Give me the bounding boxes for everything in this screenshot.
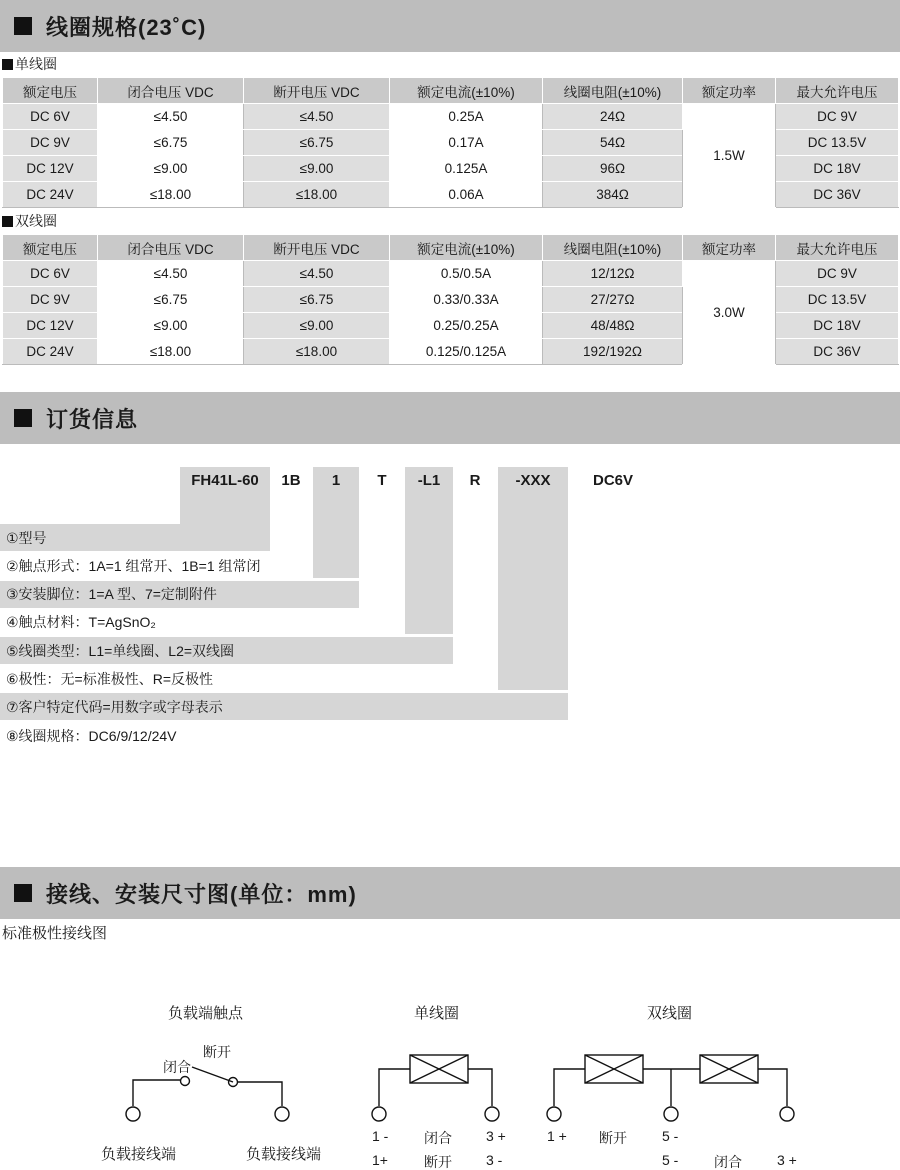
header-cell: 额定电压 <box>3 235 98 261</box>
option-item: ⑦客户特定代码=用数字或字母表示 <box>6 699 223 715</box>
cell: ≤9.00 <box>98 313 244 339</box>
power-cell: 1.5W <box>683 104 776 208</box>
cell: 0.25/0.25A <box>390 313 543 339</box>
header-cell: 额定电流(±10%) <box>390 235 543 261</box>
code-contact-form: 1B <box>281 472 301 489</box>
square-bullet-icon <box>2 59 13 70</box>
option-item: ③安装脚位：1=A 型、7=定制附件 <box>6 586 217 602</box>
cell: DC 9V <box>3 130 98 156</box>
cell: 0.5/0.5A <box>390 261 543 287</box>
single-coil-table <box>2 77 899 208</box>
wiring-subtitle: 标准极性接线图 <box>2 925 108 942</box>
pin-label: 3 + <box>486 1128 506 1144</box>
cell: DC 13.5V <box>776 287 899 313</box>
double-coil-terminal-5 <box>664 1107 678 1121</box>
section-header-coil-spec <box>0 0 900 52</box>
cell: ≤18.00 <box>98 182 244 208</box>
section-title: 接线、安装尺寸图(单位：mm) <box>46 881 357 907</box>
cell: DC 13.5V <box>776 130 899 156</box>
cell: 192/192Ω <box>543 339 683 365</box>
code-stripe <box>498 467 568 690</box>
cell: DC 18V <box>776 313 899 339</box>
code-customer: -XXX <box>515 472 551 489</box>
header-cell: 闭合电压 VDC <box>98 78 244 104</box>
section-header-wiring <box>0 867 900 919</box>
table-header-row <box>3 235 899 261</box>
cell: 12/12Ω <box>543 261 683 287</box>
cell: ≤4.50 <box>98 104 244 130</box>
cell: 48/48Ω <box>543 313 683 339</box>
pin-label: 5 - <box>662 1152 679 1168</box>
option-item: ②触点形式：1A=1 组常开、1B=1 组常闭 <box>6 558 261 574</box>
square-bullet-icon <box>14 884 32 902</box>
load-terminal-right <box>275 1107 289 1121</box>
cell: ≤6.75 <box>98 130 244 156</box>
pin-state-label: 闭合 <box>424 1130 452 1146</box>
header-cell: 额定功率 <box>683 78 776 104</box>
cell: 0.125/0.125A <box>390 339 543 365</box>
pin-state-label: 断开 <box>424 1154 452 1170</box>
cell: DC 12V <box>3 313 98 339</box>
open-label: 断开 <box>203 1044 231 1060</box>
cell: 0.17A <box>390 130 543 156</box>
single-coil-title: 单线圈 <box>414 1005 460 1022</box>
cell: ≤6.75 <box>244 130 390 156</box>
cell: 384Ω <box>543 182 683 208</box>
square-bullet-icon <box>14 409 32 427</box>
single-coil-terminal-1 <box>372 1107 386 1121</box>
switch-arm <box>192 1067 233 1082</box>
header-cell: 断开电压 VDC <box>244 235 390 261</box>
square-bullet-icon <box>14 17 32 35</box>
load-terminal-label-right: 负载接线端 <box>246 1146 322 1163</box>
section-title: 订货信息 <box>46 406 139 432</box>
header-cell: 额定电流(±10%) <box>390 78 543 104</box>
cell: ≤6.75 <box>244 287 390 313</box>
closed-contact-terminal <box>181 1077 190 1086</box>
code-material: T <box>377 472 387 489</box>
pin-label: 1 - <box>372 1128 389 1144</box>
double-coil-terminal-3 <box>780 1107 794 1121</box>
load-terminal-left <box>126 1107 140 1121</box>
cell: DC 24V <box>3 339 98 365</box>
double-coil-terminal-1 <box>547 1107 561 1121</box>
section-title: 线圈规格(23˚C) <box>46 14 207 40</box>
cell: ≤18.00 <box>244 182 390 208</box>
cell: ≤18.00 <box>244 339 390 365</box>
cell: DC 9V <box>776 104 899 130</box>
cell: 24Ω <box>543 104 683 130</box>
cell: DC 9V <box>3 287 98 313</box>
code-polarity: R <box>469 472 481 489</box>
pin-label: 1+ <box>372 1152 388 1168</box>
cell: 0.125A <box>390 156 543 182</box>
header-cell: 闭合电压 VDC <box>98 235 244 261</box>
cell: ≤4.50 <box>244 104 390 130</box>
double-coil-title: 双线圈 <box>647 1005 693 1022</box>
cell: 54Ω <box>543 130 683 156</box>
power-cell: 3.0W <box>683 261 776 365</box>
option-item: ①型号 <box>6 530 47 546</box>
cell: 0.33/0.33A <box>390 287 543 313</box>
cell: 0.06A <box>390 182 543 208</box>
cell: ≤4.50 <box>98 261 244 287</box>
table-row <box>3 104 899 130</box>
cell: DC 36V <box>776 182 899 208</box>
cell: DC 6V <box>3 261 98 287</box>
cell: 96Ω <box>543 156 683 182</box>
single-coil-label-text: 单线圈 <box>15 56 57 72</box>
square-bullet-icon <box>2 216 13 227</box>
cell: 27/27Ω <box>543 287 683 313</box>
double-coil-label-text: 双线圈 <box>15 213 57 229</box>
code-mounting: 1 <box>331 472 341 489</box>
double-coil-label <box>2 211 57 231</box>
load-terminal-label-left: 负载接线端 <box>101 1146 177 1163</box>
cell: DC 12V <box>3 156 98 182</box>
load-contact-title: 负载端触点 <box>168 1005 244 1022</box>
option-item: ⑤线圈类型：L1=单线圈、L2=双线圈 <box>6 643 235 659</box>
code-coil-type: -L1 <box>417 472 441 489</box>
pin-state-label: 断开 <box>599 1130 627 1146</box>
option-item: ⑥极性：无=标准极性、R=反极性 <box>6 671 214 687</box>
cell: ≤18.00 <box>98 339 244 365</box>
code-stripe <box>405 467 453 634</box>
cell: DC 9V <box>776 261 899 287</box>
code-coil-spec: DC6V <box>592 472 633 489</box>
header-cell: 最大允许电压 <box>776 235 899 261</box>
pin-label: 1 + <box>547 1128 567 1144</box>
section-header-ordering <box>0 392 900 444</box>
cell: ≤6.75 <box>98 287 244 313</box>
cell: 0.25A <box>390 104 543 130</box>
code-model: FH41L-60 <box>191 472 259 489</box>
contact-wires <box>133 1080 282 1106</box>
table-header-row <box>3 78 899 104</box>
header-cell: 额定功率 <box>683 235 776 261</box>
closed-label: 闭合 <box>163 1059 191 1075</box>
option-item: ④触点材料：T=AgSnO₂ <box>6 614 156 630</box>
cell: DC 24V <box>3 182 98 208</box>
table-row <box>3 261 899 287</box>
pin-label: 3 - <box>486 1152 503 1168</box>
pin-label: 5 - <box>662 1128 679 1144</box>
header-cell: 线圈电阻(±10%) <box>543 78 683 104</box>
header-cell: 额定电压 <box>3 78 98 104</box>
double-coil-table <box>2 234 899 365</box>
header-cell: 线圈电阻(±10%) <box>543 235 683 261</box>
single-coil-terminal-3 <box>485 1107 499 1121</box>
cell: DC 36V <box>776 339 899 365</box>
pin-state-label: 闭合 <box>714 1154 742 1170</box>
header-cell: 断开电压 VDC <box>244 78 390 104</box>
cell: ≤4.50 <box>244 261 390 287</box>
pin-label: 3 + <box>777 1152 797 1168</box>
cell: ≤9.00 <box>244 156 390 182</box>
single-coil-label <box>2 54 57 74</box>
cell: DC 6V <box>3 104 98 130</box>
option-item: ⑧线圈规格：DC6/9/12/24V <box>6 728 177 744</box>
cell: ≤9.00 <box>244 313 390 339</box>
cell: ≤9.00 <box>98 156 244 182</box>
cell: DC 18V <box>776 156 899 182</box>
header-cell: 最大允许电压 <box>776 78 899 104</box>
